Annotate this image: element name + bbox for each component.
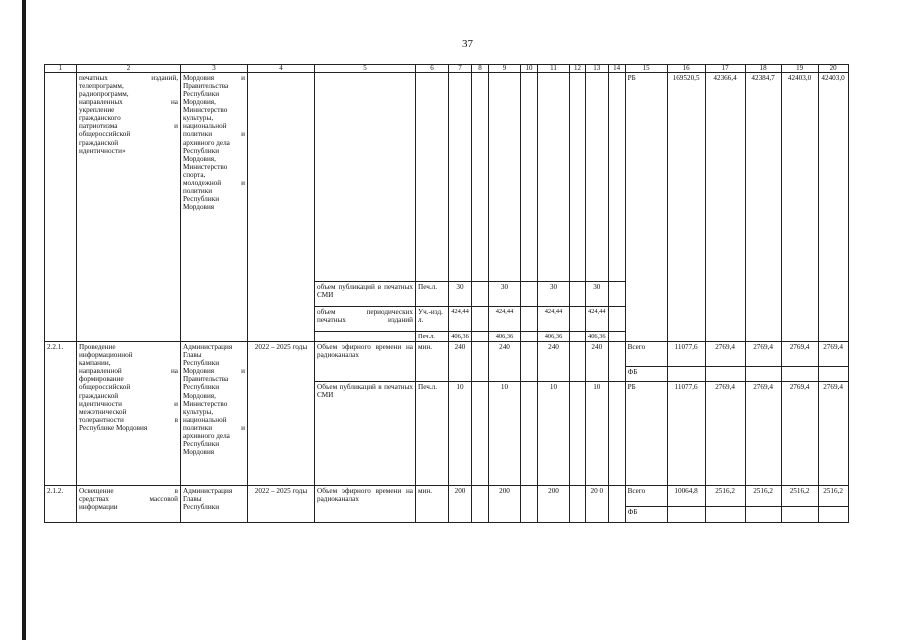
- finance-2024: 42403,0: [781, 73, 818, 342]
- indicator-value: [521, 282, 538, 307]
- indicator-value: 10: [586, 382, 609, 486]
- activity-number: [45, 73, 77, 342]
- indicator-value: [472, 332, 489, 342]
- finance-source: РБ: [625, 73, 667, 342]
- indicator-value: 30: [586, 282, 609, 307]
- program-activities-table: [44, 64, 849, 523]
- finance-2023: [745, 367, 781, 382]
- indicator-cell: [489, 73, 521, 282]
- finance-source: ФБ: [625, 507, 667, 523]
- indicator-value: [570, 342, 586, 382]
- table-row: [45, 73, 849, 282]
- activity-period: [248, 73, 315, 342]
- finance-2022: 2516,2: [705, 486, 745, 507]
- indicator-cell: [586, 73, 609, 282]
- indicator-value: 424,44: [538, 307, 570, 332]
- indicator-value: [472, 307, 489, 332]
- indicator-cell: [521, 73, 538, 282]
- indicator-value: 424,44: [449, 307, 472, 332]
- indicator-name: [315, 332, 416, 342]
- col-header: 8: [472, 65, 489, 73]
- indicator-value: 240: [449, 342, 472, 382]
- indicator-value: 240: [489, 342, 521, 382]
- col-header: 5: [315, 65, 416, 73]
- col-header: 4: [248, 65, 315, 73]
- indicator-name: Объем публикаций в печатных СМИ: [315, 382, 416, 486]
- finance-total: [667, 367, 705, 382]
- indicator-unit: Печ.л.: [416, 282, 449, 307]
- indicator-value: [570, 486, 586, 523]
- indicator-value: [608, 282, 625, 307]
- finance-total: 169520,5: [667, 73, 705, 342]
- finance-total: 11077,6: [667, 342, 705, 367]
- indicator-value: [570, 307, 586, 332]
- indicator-value: 20 0: [586, 486, 609, 523]
- finance-2023: 42384,7: [745, 73, 781, 342]
- indicator-value: [570, 282, 586, 307]
- indicator-name: объем публикаций в печатных СМИ: [315, 282, 416, 307]
- finance-2025: [818, 367, 848, 382]
- indicator-cell: [538, 73, 570, 282]
- col-header: 20: [818, 65, 848, 73]
- indicator-cell: [416, 73, 449, 282]
- indicator-value: 30: [449, 282, 472, 307]
- indicator-unit: мин.: [416, 486, 449, 523]
- indicator-cell: [570, 73, 586, 282]
- indicator-value: 240: [538, 342, 570, 382]
- indicator-unit: мин.: [416, 342, 449, 382]
- indicator-value: 424,44: [586, 307, 609, 332]
- finance-2024: 2769,4: [781, 342, 818, 367]
- finance-2022: 2769,4: [705, 342, 745, 367]
- indicator-value: 10: [489, 382, 521, 486]
- finance-2022: 2769,4: [705, 382, 745, 486]
- col-header: 9: [489, 65, 521, 73]
- finance-2025: 2769,4: [818, 382, 848, 486]
- indicator-value: 200: [489, 486, 521, 523]
- finance-source: РБ: [625, 382, 667, 486]
- col-header: 13: [586, 65, 609, 73]
- indicator-value: [472, 486, 489, 523]
- indicator-value: [608, 382, 625, 486]
- indicator-value: [521, 486, 538, 523]
- col-header: 18: [745, 65, 781, 73]
- indicator-value: [608, 332, 625, 342]
- indicator-unit: Печ.л.: [416, 332, 449, 342]
- finance-total: [667, 507, 705, 523]
- finance-2025: 2516,2: [818, 486, 848, 507]
- finance-source: Всего: [625, 486, 667, 507]
- indicator-value: [521, 307, 538, 332]
- col-header: 11: [538, 65, 570, 73]
- finance-2023: [745, 507, 781, 523]
- indicator-value: [472, 342, 489, 382]
- indicator-value: [608, 486, 625, 523]
- col-header: 15: [625, 65, 667, 73]
- table-row: [45, 486, 849, 507]
- indicator-value: [472, 382, 489, 486]
- finance-2022: [705, 367, 745, 382]
- col-header: 10: [521, 65, 538, 73]
- finance-2024: 2769,4: [781, 382, 818, 486]
- finance-total: 11077,6: [667, 382, 705, 486]
- finance-2025: 42403,0: [818, 73, 848, 342]
- col-header: 1: [45, 65, 77, 73]
- finance-2023: 2769,4: [745, 342, 781, 367]
- indicator-cell: [315, 73, 416, 282]
- indicator-value: [521, 332, 538, 342]
- finance-2024: [781, 367, 818, 382]
- finance-2025: [818, 507, 848, 523]
- finance-2022: 42366,4: [705, 73, 745, 342]
- col-header: 3: [181, 65, 248, 73]
- indicator-value: [521, 382, 538, 486]
- finance-2023: 2516,2: [745, 486, 781, 507]
- indicator-cell: [608, 73, 625, 282]
- activity-name: Освещение в средствах массовой информации: [77, 486, 181, 523]
- indicator-value: 30: [538, 282, 570, 307]
- activity-period: 2022 – 2025 годы: [248, 486, 315, 523]
- activity-name: Проведение информационной кампании, направленной на формирование общероссийской гражданской идентичности и межэтнической толерантности в Республике Мордовия: [77, 342, 181, 486]
- finance-source: ФБ: [625, 367, 667, 382]
- indicator-name: Объем эфирного времени на радиоканалах: [315, 342, 416, 382]
- page-number: 37: [462, 38, 473, 50]
- indicator-value: [521, 342, 538, 382]
- finance-2024: 2516,2: [781, 486, 818, 507]
- indicator-value: 406,36: [538, 332, 570, 342]
- indicator-value: [570, 332, 586, 342]
- activity-period: 2022 – 2025 годы: [248, 342, 315, 486]
- column-number-row: [45, 65, 849, 73]
- page-binding-edge: [22, 0, 26, 640]
- indicator-value: 424,44: [489, 307, 521, 332]
- indicator-value: 406,36: [489, 332, 521, 342]
- activity-executor: Администрация Главы Республики Мордовия и Правительства Республики Мордовия, Министерство культуры, национальной политики и архивного дела Республики Мордовия: [181, 342, 248, 486]
- indicator-unit: Уч.-изд. л.: [416, 307, 449, 332]
- indicator-value: 240: [586, 342, 609, 382]
- indicator-cell: [472, 73, 489, 282]
- indicator-value: [608, 307, 625, 332]
- col-header: 6: [416, 65, 449, 73]
- indicator-name: объем периодических печатных изданий: [315, 307, 416, 332]
- finance-2025: 2769,4: [818, 342, 848, 367]
- activity-executor: Мордовия и Правительства Республики Мордовия, Министерство культуры, национальной политики и архивного дела Республики Мордовия, Министерство спорта, молодежной и политики Республики Мордовия: [181, 73, 248, 342]
- col-header: 17: [705, 65, 745, 73]
- activity-number: 2.1.2.: [45, 486, 77, 523]
- activity-number: 2.2.1.: [45, 342, 77, 486]
- finance-total: 10064,8: [667, 486, 705, 507]
- col-header: 7: [449, 65, 472, 73]
- table-row: [45, 342, 849, 367]
- finance-source: Всего: [625, 342, 667, 367]
- indicator-value: 406,36: [586, 332, 609, 342]
- indicator-value: 200: [449, 486, 472, 523]
- indicator-value: 10: [538, 382, 570, 486]
- indicator-unit: Печ.л.: [416, 382, 449, 486]
- indicator-value: [472, 282, 489, 307]
- indicator-value: [570, 382, 586, 486]
- activity-name: печатных изданий, телепрограмм, радиопрограмм, направленных на укрепление гражданского патриотизма и общероссийской гражданской идентичности»: [77, 73, 181, 342]
- indicator-value: 200: [538, 486, 570, 523]
- finance-2024: [781, 507, 818, 523]
- activity-executor: Администрация Главы Республики: [181, 486, 248, 523]
- col-header: 2: [77, 65, 181, 73]
- col-header: 16: [667, 65, 705, 73]
- col-header: 14: [608, 65, 625, 73]
- indicator-value: 10: [449, 382, 472, 486]
- indicator-name: Объем эфирного времени на радиоканалах: [315, 486, 416, 523]
- indicator-cell: [449, 73, 472, 282]
- indicator-value: 30: [489, 282, 521, 307]
- finance-2023: 2769,4: [745, 382, 781, 486]
- indicator-value: 406,36: [449, 332, 472, 342]
- col-header: 19: [781, 65, 818, 73]
- finance-2022: [705, 507, 745, 523]
- col-header: 12: [570, 65, 586, 73]
- indicator-value: [608, 342, 625, 382]
